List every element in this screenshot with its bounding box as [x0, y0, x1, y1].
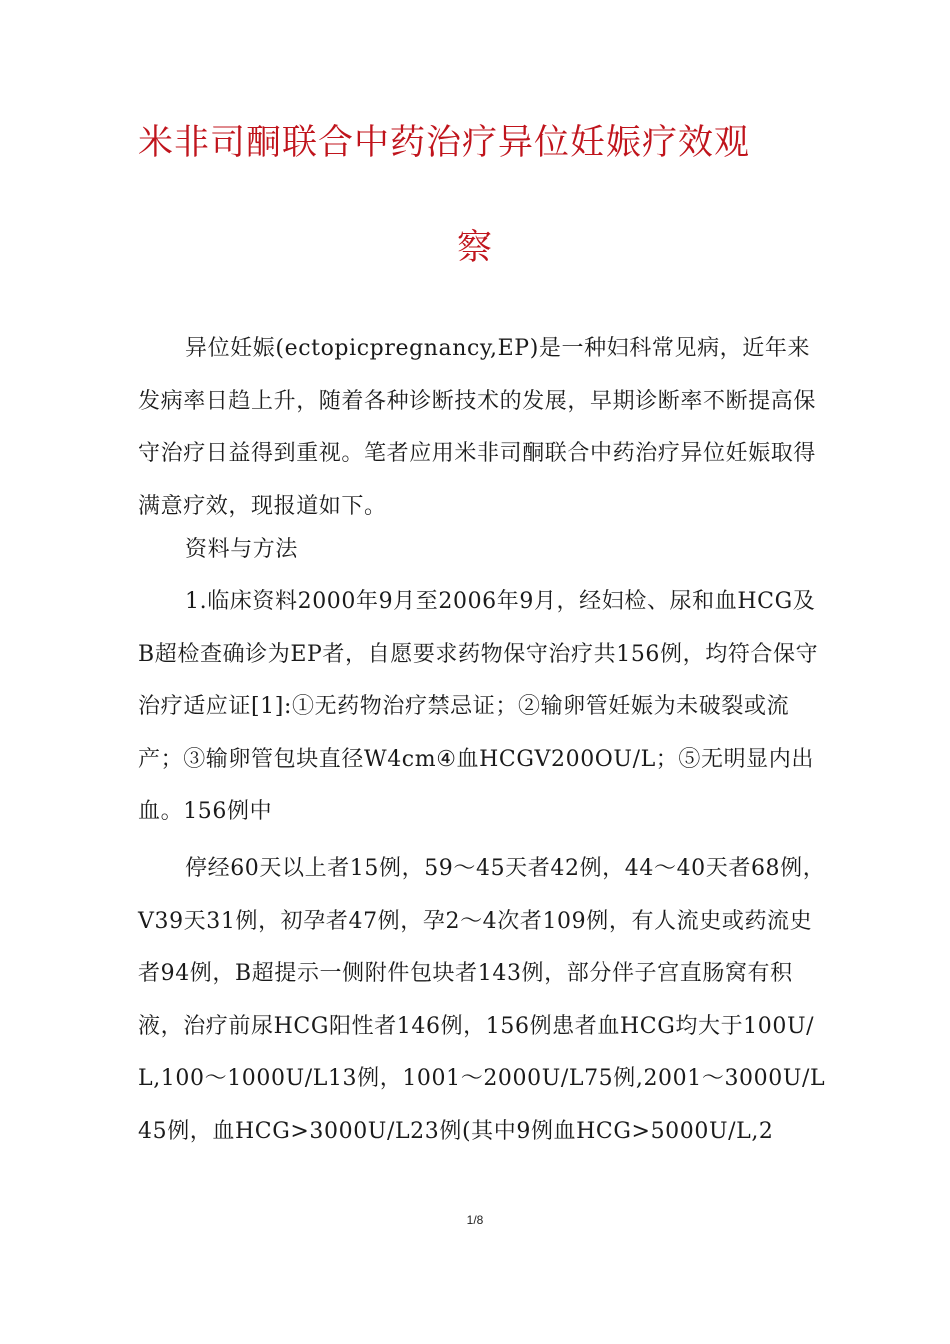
- page-number: 1/8: [466, 1213, 484, 1227]
- stats-section: [138, 843, 828, 1158]
- intro-section: [138, 323, 828, 533]
- clinical-data-paragraph: 1.临床资料2000年9月至2006年9月，经妇检、尿和血HCG及B超检查确诊为EP者，自愿要求药物保守治疗共156例，均符合保守治疗适应证[1]:①无药物治疗禁忌证；②输卵管妊娠为未破裂或流产；③输卵管包块直径W4cm④血HCGV200OU/L；⑤无明显内出血。156例中: [138, 589, 819, 824]
- document-title: 米非司酮联合中药治疗异位妊娠疗效观: [138, 123, 751, 163]
- intro-paragraph: 异位妊娠(ectopicpregnancy,EP)是一种妇科常见病，近年来发病率日趋上升，随着各种诊断技术的发展，早期诊断率不断提高保守治疗日益得到重视。笔者应用米非司酮联合中药治疗异位妊娠取得满意疗效，现报道如下。: [138, 336, 817, 519]
- stats-paragraph: 停经60天以上者15例，59〜45天者42例，44〜40天者68例，V39天31例，初孕者47例，孕2〜4次者109例，有人流史或药流史者94例，B超提示一侧附件包块者143例，部分伴子宫直肠窝有积液，治疗前尿HCG阳性者146例，156例患者血HCG均大于100U/L,100〜1000U/L13例，1001〜2000U/L75例,2001〜3000U/L45例，血HCG>3000U/L23例(其中9例血HCG>5000U/L,2: [138, 856, 826, 1144]
- clinical-section: [138, 576, 828, 839]
- document-title-continued: 察: [456, 228, 493, 268]
- section-heading: 资料与方法: [185, 537, 299, 562]
- section-heading-block: [138, 524, 828, 577]
